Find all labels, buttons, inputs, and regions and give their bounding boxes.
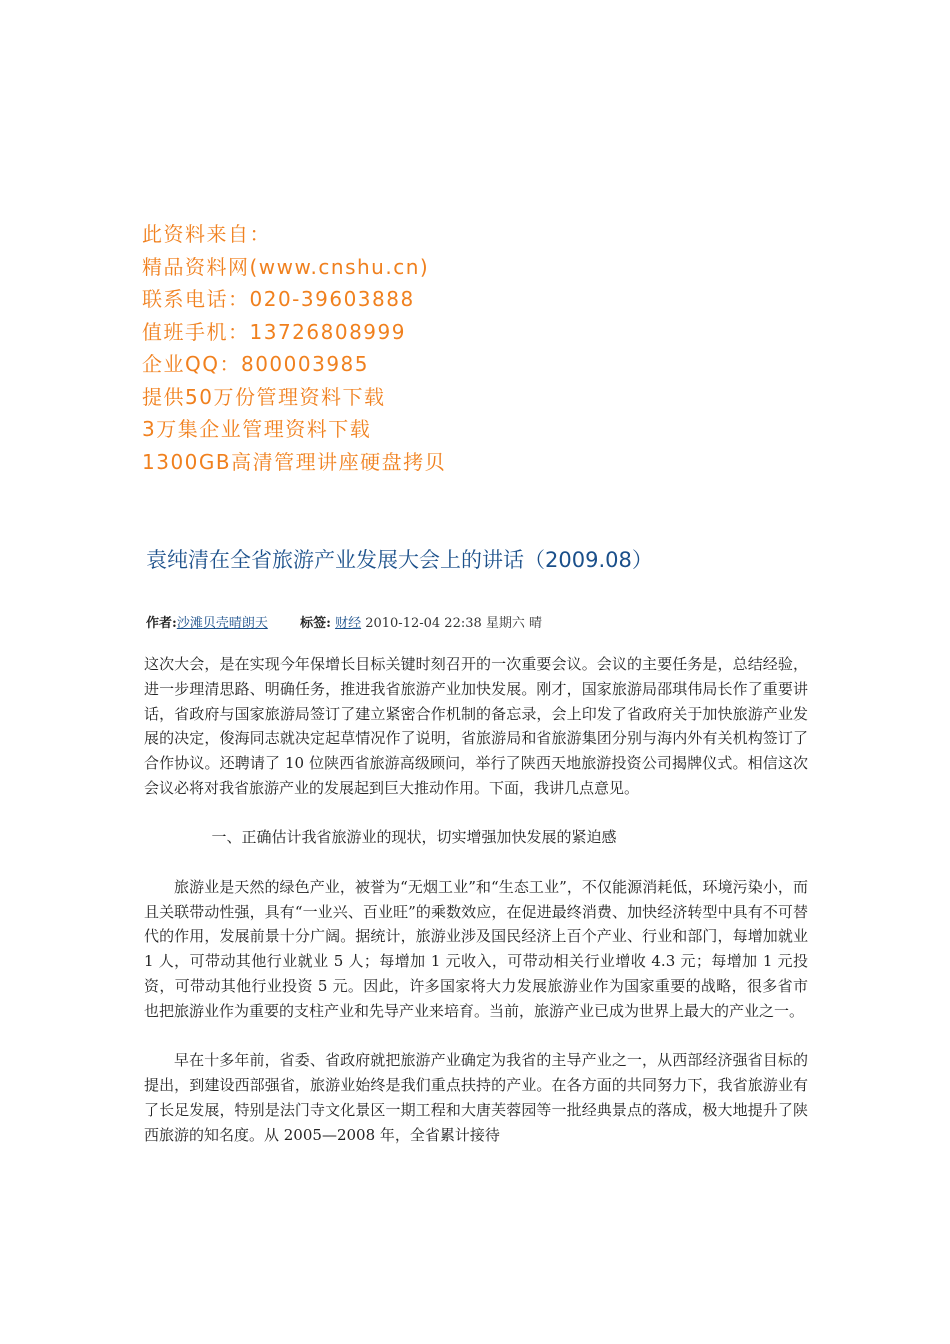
- tag-link[interactable]: 财经: [335, 616, 362, 631]
- promo-line: 此资料来自：: [142, 222, 271, 246]
- promo-line: 提供50万份管理资料下载: [142, 384, 386, 409]
- promo-line-phone: 联系电话：020-39603888: [142, 287, 415, 311]
- post-datetime: 2010-12-04 22:38 星期六 晴: [365, 616, 543, 631]
- paragraph-intro: 这次大会，是在实现今年保增长目标关键时刻召开的一次重要会议。会议的主要任务是，总结经验，进一步理清思路、明确任务，推进我省旅游产业加快发展。刚才，国家旅游局邵琪伟局长作了重要讲话，省政府与国家旅游局签订了建立紧密合作机制的备忘录，会上印发了省政府关于加快旅游产业发展的决定，俊海同志就决定起草情况作了说明，省旅游局和省旅游集团分别与海内外有关机构签订了合作协议。还聘请了 10 位陕西省旅游高级顾问，举行了陕西天地旅游投资公司揭牌仪式。相信这次会议必将对我省旅游产业的发展起到巨大推动作用。下面，我讲几点意见。: [144, 655, 808, 797]
- promo-line: 3万集企业管理资料下载: [142, 417, 372, 441]
- promo-line: 1300GB高清管理讲座硬盘拷贝: [142, 449, 447, 474]
- promo-line-website: 精品资料网(www.cnshu.cn): [142, 254, 430, 279]
- tag-label: 标签:: [300, 616, 331, 631]
- section-heading: 一、正确估计我省旅游业的现状，切实增强加快发展的紧迫感: [211, 828, 617, 847]
- author-label: 作者:: [146, 616, 177, 631]
- paragraph: 旅游业是天然的绿色产业，被誉为“无烟工业”和“生态工业”，不仅能源消耗低，环境污染小，而且关联带动性强，具有“一业兴、百业旺”的乘数效应，在促进最终消费、加快经济转型中具有不可替代的作用，发展前景十分广阔。据统计，旅游业涉及国民经济上百个产业、行业和部门，每增加就业 1 人，可带动其他行业就业 5 人；每增加 1 元收入，可带动相关行业增收 4.3 元；每增加 1 元投资，可带动其他行业投资 5 元。因此，许多国家将大力发展旅游业作为国家重要的战略，很多省市也把旅游业作为重要的支柱产业和先导产业来培育。当前，旅游产业已成为世界上最大的产业之一。: [144, 877, 808, 1020]
- article-meta: [146, 612, 542, 631]
- promo-block: [142, 218, 662, 478]
- promo-line-qq: 企业QQ：800003985: [142, 352, 370, 376]
- author-link[interactable]: 沙滩贝壳晴朗天: [176, 616, 268, 631]
- article-body: [144, 652, 808, 1172]
- article-title: 袁纯清在全省旅游产业发展大会上的讲话（2009.08）: [146, 548, 653, 572]
- promo-line-mobile: 值班手机：13726808999: [142, 319, 406, 344]
- paragraph: 早在十多年前，省委、省政府就把旅游产业确定为我省的主导产业之一，从西部经济强省目标的提出，到建设西部强省，旅游业始终是我们重点扶持的产业。在各方面的共同努力下，我省旅游业有了长足发展，特别是法门寺文化景区一期工程和大唐芙蓉园等一批经典景点的落成，极大地提升了陕西旅游的知名度。从 2005—2008 年，全省累计接待: [144, 1051, 808, 1144]
